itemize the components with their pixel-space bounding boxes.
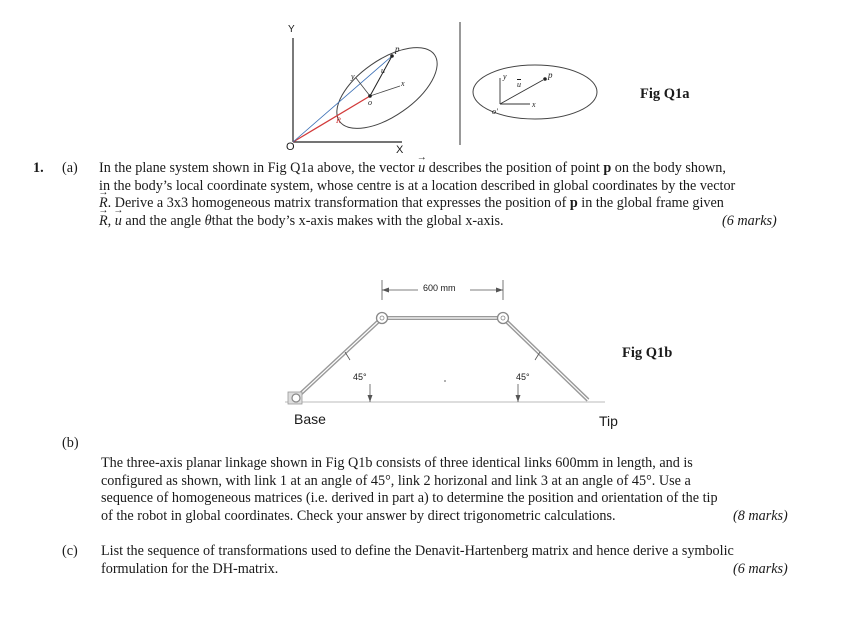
point-p-label: p: [395, 44, 400, 54]
part-a-line-3: → R. Derive a 3x3 homogeneous matrix transformation that expresses the position of p in the global frame given: [99, 195, 799, 213]
inset-p-label: p: [548, 70, 553, 80]
inset-u-line: [500, 80, 543, 104]
question-number: 1.: [33, 160, 44, 176]
vector-R-label: R: [336, 116, 341, 125]
inset-p-dot: [543, 77, 547, 81]
vector-r-line: [293, 56, 392, 142]
vector-R-line: [293, 96, 370, 142]
local-x-label: x: [401, 79, 405, 88]
fig-q1a-label: Fig Q1a: [640, 86, 690, 102]
vector-u-symbol: → u: [418, 160, 425, 178]
local-origin-label: o: [368, 98, 372, 107]
joint-2: [377, 313, 388, 324]
part-b-label: (b): [62, 435, 79, 451]
angle-left-label: 45°: [353, 372, 367, 382]
angle-arc-left: [345, 352, 350, 360]
part-a-line-4: → R, → u and the angle θthat the body’s x-axis makes with the global x-axis.: [99, 213, 799, 231]
tip-label: Tip: [599, 413, 618, 429]
angle-right-label: 45°: [516, 372, 530, 382]
part-b-text: [101, 455, 801, 525]
body-ellipse: [323, 32, 450, 144]
part-c-text: [101, 543, 801, 578]
part-b-line-1: The three-axis planar linkage shown in Fig Q1b consists of three identical links 600mm in length, and is: [101, 455, 693, 471]
point-p-symbol: p: [603, 160, 612, 176]
axis-x-label: X: [396, 144, 404, 156]
part-a-line-1: In the plane system shown in Fig Q1a above, the vector → u describes the position of point p on the body shown,: [99, 160, 799, 178]
part-b-line-3: sequence of homogeneous matrices (i.e. derived in part a) to determine the position and orientation of the tip: [101, 490, 718, 507]
part-a-label: (a): [62, 160, 78, 176]
theta-symbol: θ: [204, 212, 212, 229]
axis-y-label: Y: [288, 24, 295, 35]
dimension-label: 600 mm: [423, 283, 456, 293]
base-label: Base: [294, 411, 326, 427]
joint-3: [498, 313, 509, 324]
part-b-line-4: of the robot in global coordinates. Check your answer by direct trigonometric calculations.: [101, 507, 616, 524]
origin-label: O: [286, 141, 295, 153]
inset-o-label: o': [492, 107, 498, 116]
part-a-line-2: in the body’s local coordinate system, whose centre is at a location described in global coordinates by the vector: [99, 177, 736, 194]
part-c-marks: (6 marks): [733, 561, 788, 577]
part-c-line-2: formulation for the DH-matrix.: [101, 560, 279, 577]
part-b-marks: (8 marks): [733, 508, 788, 524]
inset-y-label: y: [503, 72, 507, 81]
inset-x-label: x: [532, 100, 536, 109]
local-y-label: y: [351, 72, 355, 81]
part-c-line-1: List the sequence of transformations used to define the Denavit-Hartenberg matrix and hence derive a symbolic: [101, 543, 734, 559]
part-a-text: [99, 160, 799, 230]
point-p-dot: [390, 54, 394, 58]
inset-u-label: $\overline{u}$: [517, 80, 521, 89]
fig-q1b-label: Fig Q1b: [622, 345, 673, 361]
vector-R-symbol: → R: [99, 195, 108, 213]
base-joint: [292, 394, 300, 402]
vector-u-label: u: [381, 66, 385, 75]
part-a-marks: (6 marks): [722, 213, 777, 229]
part-b-line-2: configured as shown, with link 1 at an angle of 45°, link 2 horizonal and link 3 at an angle of 45°. Use a: [101, 472, 691, 489]
part-c-label: (c): [62, 543, 78, 559]
